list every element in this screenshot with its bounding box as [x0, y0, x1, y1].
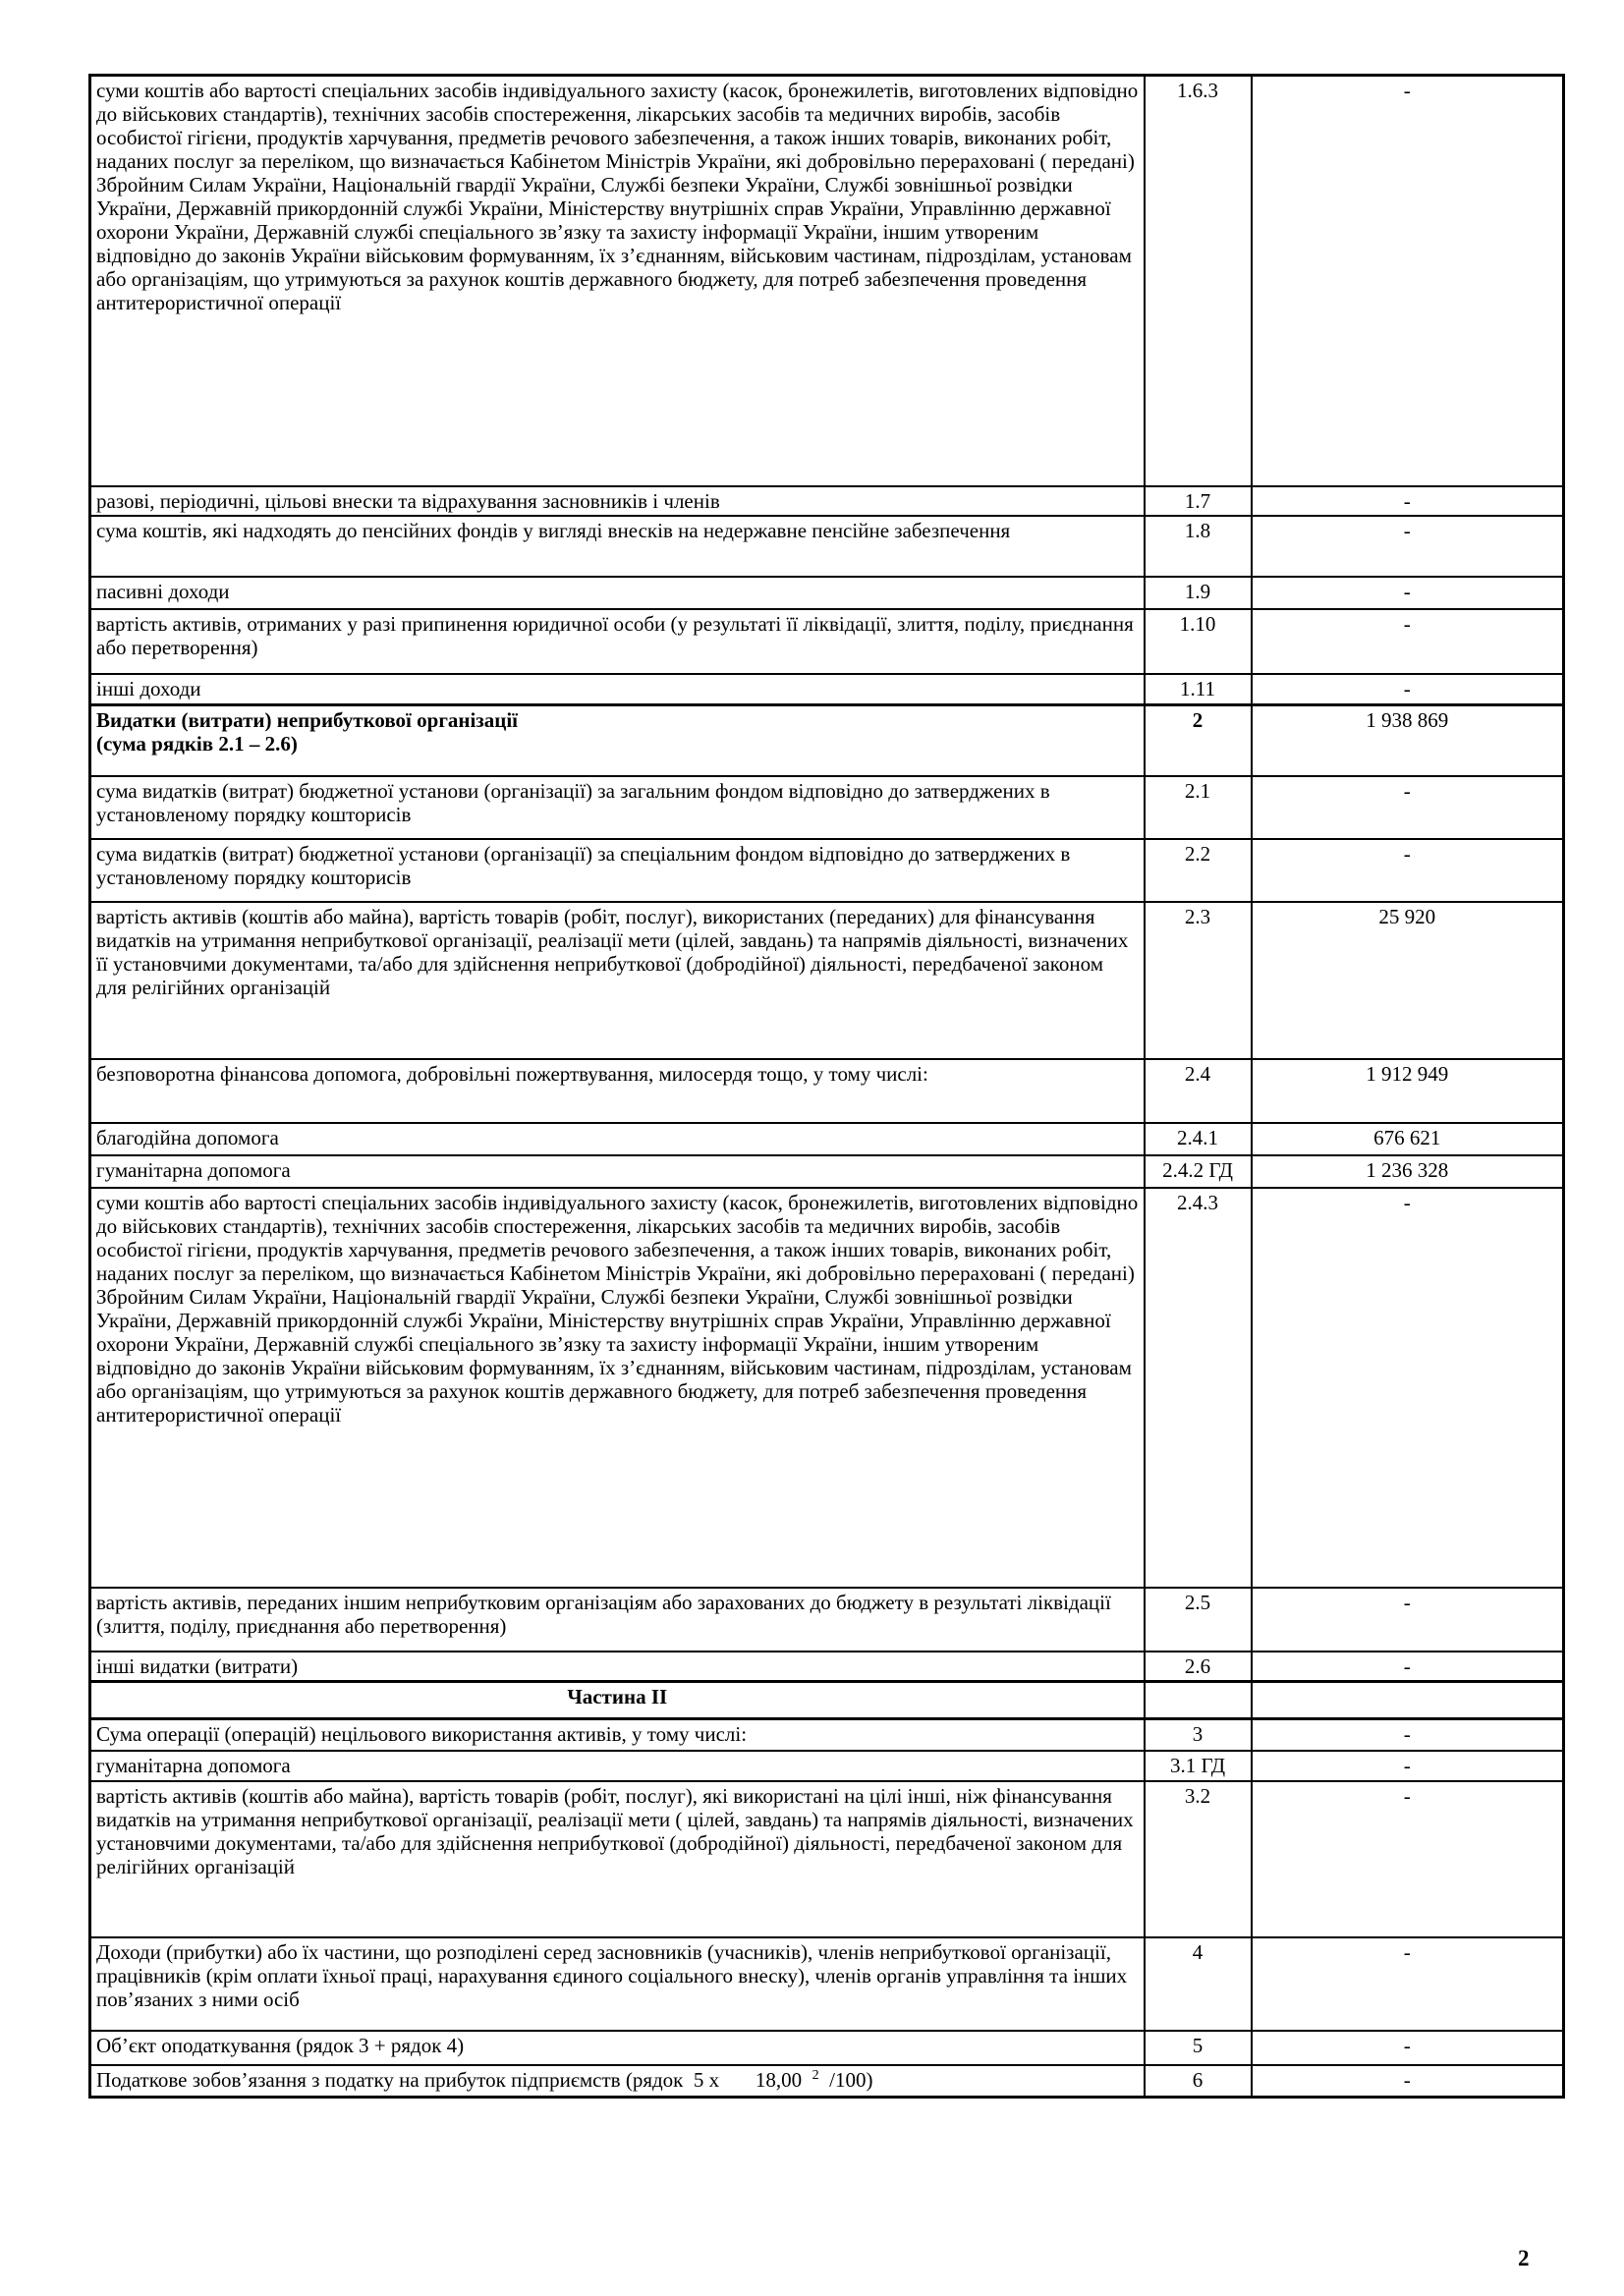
row-code-cell: 2.2	[1145, 839, 1252, 902]
table-row	[90, 1123, 1564, 1155]
page-number: 2	[1518, 2246, 1530, 2270]
row-code-cell: 4	[1145, 1937, 1252, 2031]
row-value-cell: -	[1252, 674, 1564, 705]
row-code-cell: 3.2	[1145, 1781, 1252, 1937]
table-row	[90, 76, 1564, 486]
row-description-cell: Об’єкт оподаткування (рядок 3 + рядок 4)	[90, 2031, 1145, 2065]
table-row	[90, 516, 1564, 577]
row-code-cell: 2.1	[1145, 776, 1252, 839]
row-code-cell: 3.1 ГД	[1145, 1751, 1252, 1781]
row-value-cell: -	[1252, 1751, 1564, 1781]
table-row	[90, 902, 1564, 1059]
footnote-superscript: 2	[812, 2068, 819, 2083]
row-value-cell: -	[1252, 516, 1564, 577]
row-description-text: Податкове зобов’язання з податку на прибуток підприємств (рядок 5 х 18,00	[96, 2068, 812, 2092]
row-description-cell	[90, 2065, 1145, 2097]
table-row	[90, 1155, 1564, 1188]
row-description-cell: разові, періодичні, цільові внески та відрахування засновників і членів	[90, 486, 1145, 516]
row-description-cell: вартість активів, переданих іншим неприбутковим організаціям або зарахованих до бюджету в результаті ліквідації (злиття, поділу, приєднання або перетворення)	[90, 1588, 1145, 1652]
row-value-cell: -	[1252, 577, 1564, 609]
table-row	[90, 1781, 1564, 1937]
row-description-cell: вартість активів (коштів або майна), вартість товарів (робіт, послуг), використаних (переданих) для фінансування видатків на утримання неприбуткової організації, реалізації мети (цілей, завдань) та напрямів діяльності, визначених її установчими документами, та/або для здійснення неприбуткової (добродійної) діяльності, передбаченої законом для релігійних організацій	[90, 902, 1145, 1059]
row-value-cell: -	[1252, 2031, 1564, 2065]
row-code-cell: 2.6	[1145, 1652, 1252, 1682]
row-value-cell: 25 920	[1252, 902, 1564, 1059]
table-row	[90, 1652, 1564, 1682]
row-description-cell: Сума операції (операцій) нецільового використання активів, у тому числі:	[90, 1718, 1145, 1751]
row-value-cell: -	[1252, 609, 1564, 674]
table-row	[90, 1059, 1564, 1123]
row-value-cell: -	[1252, 1588, 1564, 1652]
table-row	[90, 1937, 1564, 2031]
row-description-line: (сума рядків 2.1 – 2.6)	[96, 732, 298, 756]
row-description-cell: вартість активів (коштів або майна), вартість товарів (робіт, послуг), які використані на цілі інші, ніж фінансування видатків на утримання неприбуткової організації, реалізації мети ( цілей, завдань) та напрямів діяльності, визначених установчими документами, та/або для здійснення неприбуткової (добродійної) діяльності, передбаченої законом для релігійних організацій	[90, 1781, 1145, 1937]
row-value-cell: -	[1252, 1652, 1564, 1682]
row-description-cell: сума видатків (витрат) бюджетної установи (організації) за спеціальним фондом відповідно до затверджених в установленому порядку кошторисів	[90, 839, 1145, 902]
row-code-cell: 5	[1145, 2031, 1252, 2065]
row-description-cell: інші доходи	[90, 674, 1145, 705]
table-row	[90, 1718, 1564, 1751]
table-row	[90, 1188, 1564, 1588]
row-description-cell: суми коштів або вартості спеціальних засобів індивідуального захисту (касок, бронежилетів, виготовлених відповідно до військових стандартів), технічних засобів спостереження, лікарських засобів та медичних виробів, засобів особистої гігієни, продуктів харчування, предметів речового забезпечення, а також інших товарів, виконаних робіт, наданих послуг за переліком, що визначається Кабінетом Міністрів України, які добровільно перераховані ( передані) Збройним Силам України, Національній гвардії України, Службі безпеки України, Службі зовнішньої розвідки України, Державній прикордонній службі України, Міністерству внутрішніх справ України, Управлінню державної охорони України, Державній службі спеціального зв’язку та захисту інформації України, іншим утвореним відповідно до законів України військовим формуванням, їх з’єднанням, військовим частинам, підрозділам, установам або організаціям, що утримуються за рахунок коштів державного бюджету, для потреб забезпечення проведення антитерористичної операції	[90, 76, 1145, 486]
row-value-cell: -	[1252, 839, 1564, 902]
row-code-cell: 2.3	[1145, 902, 1252, 1059]
table-row	[90, 839, 1564, 902]
table-row	[90, 705, 1564, 776]
row-description-cell	[90, 705, 1145, 776]
table-row	[90, 1588, 1564, 1652]
row-code-cell: 1.11	[1145, 674, 1252, 705]
row-code-cell: 2.4	[1145, 1059, 1252, 1123]
table-row	[90, 674, 1564, 705]
row-description-cell: гуманітарна допомога	[90, 1155, 1145, 1188]
row-code-cell	[1145, 1681, 1252, 1718]
row-value-cell: -	[1252, 486, 1564, 516]
row-code-cell: 1.10	[1145, 609, 1252, 674]
row-code-cell: 1.9	[1145, 577, 1252, 609]
table-row	[90, 2065, 1564, 2097]
row-code-cell: 2.4.3	[1145, 1188, 1252, 1588]
row-value-cell: -	[1252, 76, 1564, 486]
row-description-cell: суми коштів або вартості спеціальних засобів індивідуального захисту (касок, бронежилетів, виготовлених відповідно до військових стандартів), технічних засобів спостереження, лікарських засобів та медичних виробів, засобів особистої гігієни, продуктів харчування, предметів речового забезпечення, а також інших товарів, виконаних робіт, наданих послуг за переліком, що визначається Кабінетом Міністрів України, які добровільно перераховані ( передані) Збройним Силам України, Національній гвардії України, Службі безпеки України, Службі зовнішньої розвідки України, Державній прикордонній службі України, Міністерству внутрішніх справ України, Управлінню державної охорони України, Державній службі спеціального зв’язку та захисту інформації України, іншим утвореним відповідно до законів України військовим формуванням, їх з’єднанням, військовим частинам, підрозділам, установам або організаціям, що утримуються за рахунок коштів державного бюджету, для потреб забезпечення проведення антитерористичної операції	[90, 1188, 1145, 1588]
row-value-cell: 1 236 328	[1252, 1155, 1564, 1188]
row-description-cell: сума коштів, які надходять до пенсійних фондів у вигляді внесків на недержавне пенсійне забезпечення	[90, 516, 1145, 577]
row-description-cell: інші видатки (витрати)	[90, 1652, 1145, 1682]
row-code-cell: 2	[1145, 705, 1252, 776]
row-code-cell: 1.7	[1145, 486, 1252, 516]
row-code-cell: 3	[1145, 1718, 1252, 1751]
table-row	[90, 2031, 1564, 2065]
row-code-cell: 6	[1145, 2065, 1252, 2097]
row-value-cell: -	[1252, 1188, 1564, 1588]
row-code-cell: 2.4.2 ГД	[1145, 1155, 1252, 1188]
table-row	[90, 1751, 1564, 1781]
row-code-cell: 2.4.1	[1145, 1123, 1252, 1155]
row-value-cell: -	[1252, 2065, 1564, 2097]
row-description-cell: гуманітарна допомога	[90, 1751, 1145, 1781]
section-header-row	[90, 1681, 1564, 1718]
section-title-cell: Частина II	[90, 1681, 1145, 1718]
row-description-cell: пасивні доходи	[90, 577, 1145, 609]
row-value-cell	[1252, 1681, 1564, 1718]
row-value-cell: 1 938 869	[1252, 705, 1564, 776]
row-description-text: /100)	[818, 2068, 873, 2092]
row-value-cell: -	[1252, 776, 1564, 839]
row-code-cell: 2.5	[1145, 1588, 1252, 1652]
nonprofit-report-table	[88, 74, 1565, 2099]
row-description-cell: сума видатків (витрат) бюджетної установи (організації) за загальним фондом відповідно до затверджених в установленому порядку кошторисів	[90, 776, 1145, 839]
table-row	[90, 776, 1564, 839]
row-value-cell: -	[1252, 1781, 1564, 1937]
row-description-line: Видатки (витрати) неприбуткової організації	[96, 708, 519, 732]
table-row	[90, 486, 1564, 516]
row-value-cell: 676 621	[1252, 1123, 1564, 1155]
row-description-cell: Доходи (прибутки) або їх частини, що розподілені серед засновників (учасників), членів неприбуткової організації, працівників (крім оплати їхньої праці, нарахування єдиного соціального внеску), членів органів управління та інших пов’язаних з ними осіб	[90, 1937, 1145, 2031]
row-description-cell: благодійна допомога	[90, 1123, 1145, 1155]
table-row	[90, 609, 1564, 674]
row-value-cell: -	[1252, 1937, 1564, 2031]
row-description-cell: безповоротна фінансова допомога, добровільні пожертвування, милосердя тощо, у тому числі:	[90, 1059, 1145, 1123]
row-value-cell: 1 912 949	[1252, 1059, 1564, 1123]
table-row	[90, 577, 1564, 609]
row-code-cell: 1.6.3	[1145, 76, 1252, 486]
row-code-cell: 1.8	[1145, 516, 1252, 577]
row-value-cell: -	[1252, 1718, 1564, 1751]
row-description-cell: вартість активів, отриманих у разі припинення юридичної особи (у результаті її ліквідації, злиття, поділу, приєднання або перетворення)	[90, 609, 1145, 674]
